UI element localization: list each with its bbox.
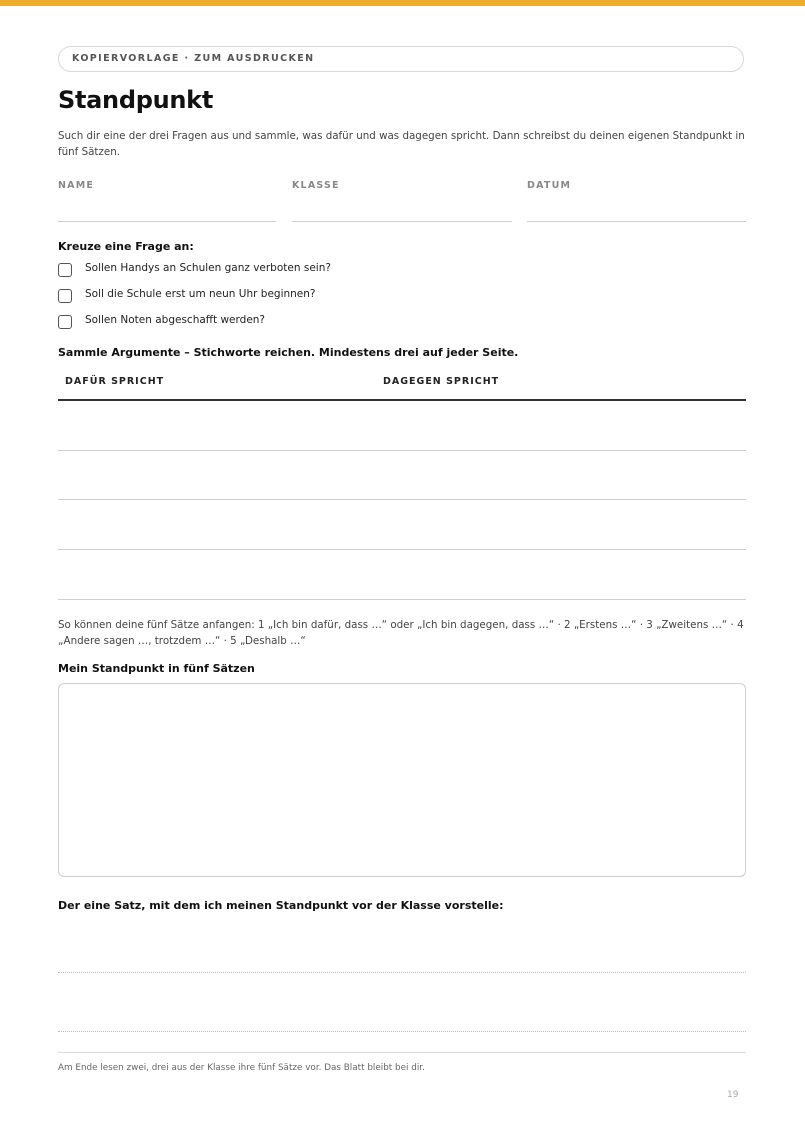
question-option-label: Sollen Noten abgeschafft werden? [85, 314, 266, 326]
checkbox[interactable] [58, 289, 72, 303]
footer-note: Am Ende lesen zwei, drei aus der Klasse ihre fünf Sätze vor. Das Blatt bleibt bei dir. [58, 1063, 425, 1073]
name-label: NAME [58, 180, 95, 191]
argument-row-line[interactable] [58, 549, 746, 550]
questions-heading: Kreuze eine Frage an: [58, 240, 194, 253]
arguments-heading: Sammle Argumente – Stichworte reichen. Mindestens drei auf jeder Seite. [58, 346, 519, 359]
presentation-heading: Der eine Satz, mit dem ich meinen Standpunkt vor der Klasse vorstelle: [58, 899, 504, 912]
question-option-label: Sollen Handys an Schulen ganz verboten sein? [85, 262, 331, 274]
argument-row-line[interactable] [58, 599, 746, 600]
contra-column-header: DAGEGEN SPRICHT [383, 376, 500, 387]
name-field[interactable] [58, 221, 276, 222]
checkbox[interactable] [58, 263, 72, 277]
date-field[interactable] [527, 221, 746, 222]
page-number: 19 [727, 1090, 739, 1100]
standpoint-heading: Mein Standpunkt in fünf Sätzen [58, 662, 255, 675]
page-title: Standpunkt [58, 86, 214, 114]
worksheet-tag: KOPIERVORLAGE · ZUM AUSDRUCKEN [58, 46, 744, 72]
pro-column-header: DAFÜR SPRICHT [65, 376, 165, 387]
sentence-starters-hint: So können deine fünf Sätze anfangen: 1 „Ich bin dafür, dass …“ oder „Ich bin dagegen, dass …“ · 2 „Erstens …“ · 3 „Zweitens …“ · 4 „Andere sagen …, trotzdem …“ · 5 „Deshalb …“ [58, 619, 744, 647]
table-header-rule [58, 399, 746, 401]
accent-bar [0, 0, 805, 6]
class-field[interactable] [292, 221, 512, 222]
writing-line[interactable] [58, 972, 746, 973]
argument-row-line[interactable] [58, 450, 746, 451]
writing-line[interactable] [58, 1031, 746, 1032]
argument-row-line[interactable] [58, 499, 746, 500]
date-label: DATUM [527, 180, 572, 191]
checkbox[interactable] [58, 315, 72, 329]
footer-divider [58, 1052, 746, 1053]
standpoint-textbox[interactable] [58, 683, 746, 877]
intro-text: Such dir eine der drei Fragen aus und sammle, was dafür und was dagegen spricht. Dann schreibst du deinen eigenen Standpunkt in fünf Sätzen. [58, 130, 745, 158]
question-option-label: Soll die Schule erst um neun Uhr beginnen? [85, 288, 316, 300]
class-label: KLASSE [292, 180, 340, 191]
